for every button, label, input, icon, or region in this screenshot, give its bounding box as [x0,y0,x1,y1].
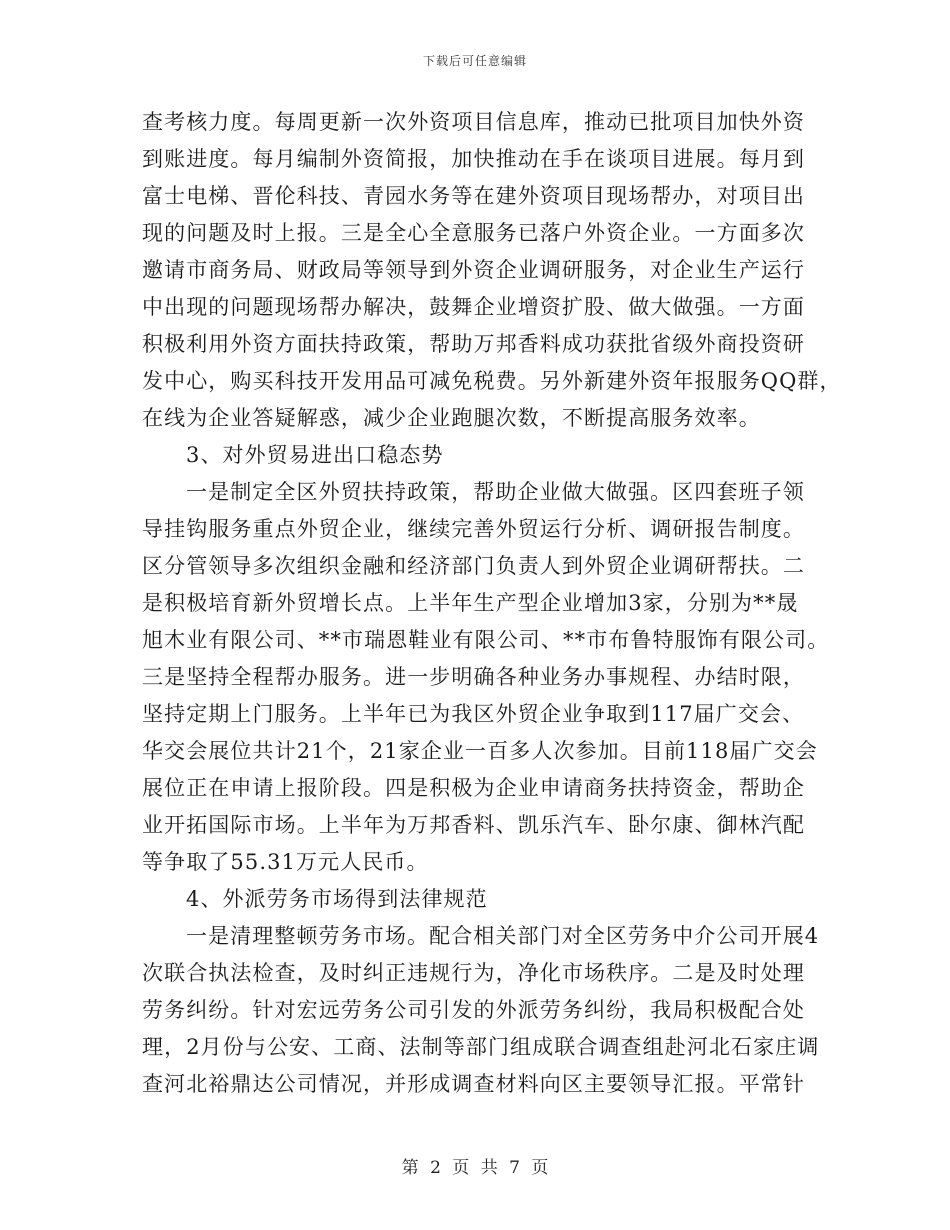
body-line: 富士电梯、晋伦科技、青园水务等在建外资项目现场帮办，对项目出 [142,184,805,208]
body-line: 一是制定全区外贸扶持政策，帮助企业做大做强。区四套班子领 [186,480,805,504]
page-number: 第 2 页 共 7 页 [401,1158,549,1178]
body-line: 旭木业有限公司、**市瑞恩鞋业有限公司、**市布鲁特服饰有限公司。 [142,628,830,652]
body-line: 坚持定期上门服务。上半年已为我区外贸企业争取到117届广交会、 [142,702,805,726]
body-line: 等争取了55.31万元人民币。 [142,850,429,874]
page-header: 下载后可任意编辑 [422,54,527,68]
body-line: 是积极培育新外贸增长点。上半年生产型企业增加3家，分别为**晟 [142,591,799,615]
document-body [142,104,842,1103]
body-line: 三是坚持全程帮办服务。进一步明确各种业务办事规程、办结时限， [142,665,805,689]
body-line: 到账进度。每月编制外资简报，加快推动在手在谈项目进展。每月到 [142,147,805,171]
body-line: 业开拓国际市场。上半年为万邦香料、凯乐汽车、卧尔康、御林汽配 [142,813,805,837]
body-line: 积极利用外资方面扶持政策，帮助万邦香料成功获批省级外商投资研 [142,332,805,356]
body-line: 导挂钩服务重点外贸企业，继续完善外贸运行分析、调研报告制度。 [142,517,805,541]
body-line: 查河北裕鼎达公司情况，并形成调查材料向区主要领导汇报。平常针 [142,1072,805,1096]
body-line: 中出现的问题现场帮办解决，鼓舞企业增资扩股、做大做强。一方面 [142,295,805,319]
body-line: 发中心，购买科技开发用品可减免税费。另外新建外资年报服务QQ群， [142,369,842,393]
body-line: 劳务纠纷。针对宏远劳务公司引发的外派劳务纠纷，我局积极配合处 [142,998,805,1022]
body-line: 一是清理整顿劳务市场。配合相关部门对全区劳务中介公司开展4 [186,924,820,948]
body-line: 次联合执法检查，及时纠正违规行为，净化市场秩序。二是及时处理 [142,961,805,985]
body-line: 理，2月份与公安、工商、法制等部门组成联合调查组赴河北石家庄调 [142,1035,820,1059]
body-line: 邀请市商务局、财政局等领导到外资企业调研服务，对企业生产运行 [142,258,805,282]
body-line: 区分管领导多次组织金融和经济部门负责人到外贸企业调研帮扶。二 [142,554,805,578]
section-heading: 4、外派劳务市场得到法律规范 [186,887,488,911]
body-line: 华交会展位共计21个，21家企业一百多人次参加。目前118届广交会 [142,739,818,763]
body-line: 在线为企业答疑解惑，减少企业跑腿次数，不断提高服务效率。 [142,406,761,430]
body-line: 展位正在申请上报阶段。四是积极为企业申请商务扶持资金，帮助企 [142,776,805,800]
body-line: 查考核力度。每周更新一次外资项目信息库，推动已批项目加快外资 [142,110,805,134]
body-line: 现的问题及时上报。三是全心全意服务已落户外资企业。一方面多次 [142,221,805,245]
section-heading: 3、对外贸易进出口稳态势 [186,443,444,467]
